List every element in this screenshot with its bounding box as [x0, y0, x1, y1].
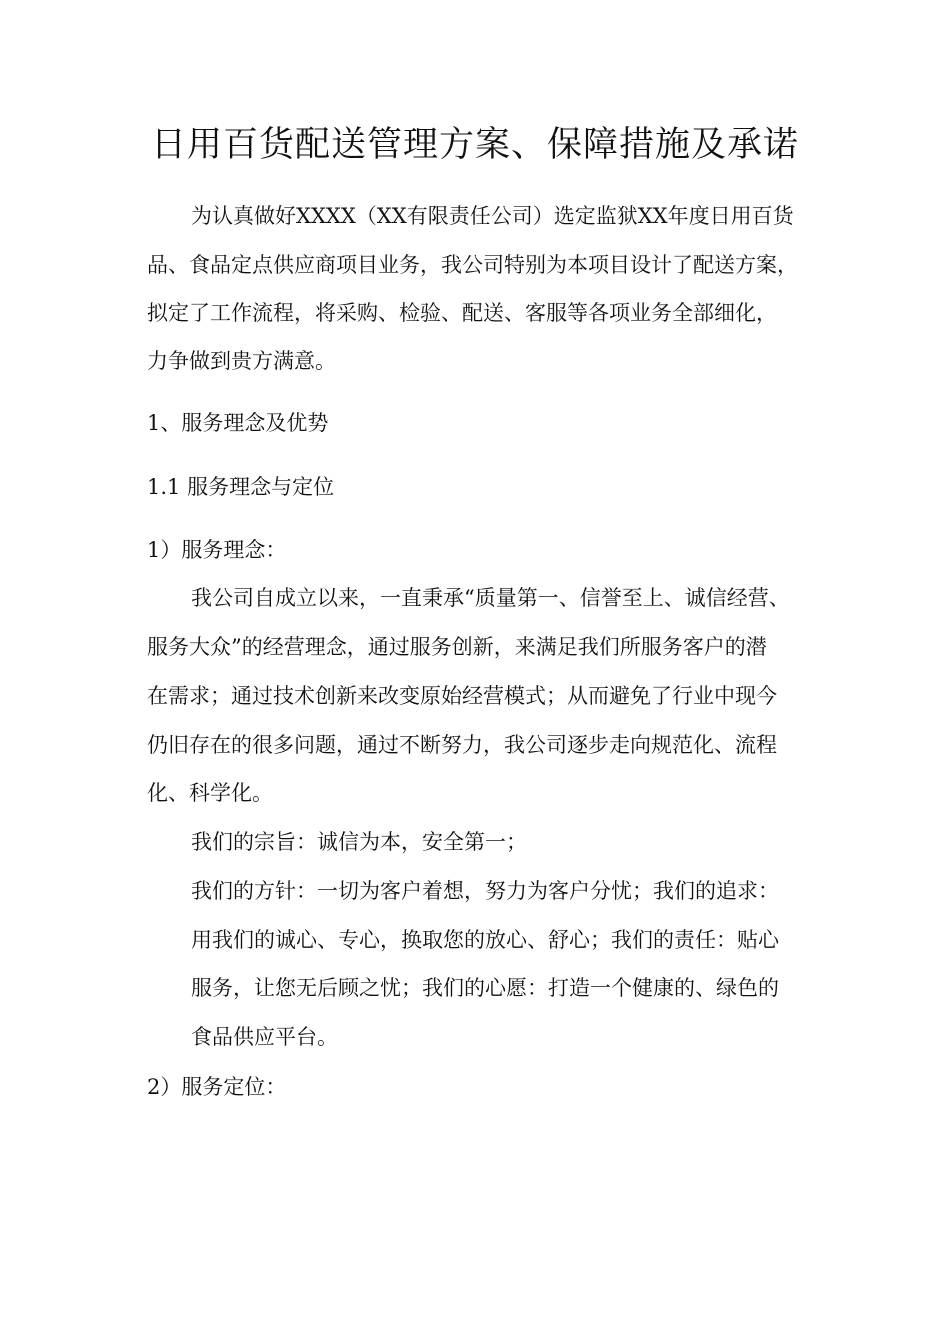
philosophy-line: 服务大众”的经营理念，通过服务创新，来满足我们所服务客户的潜 — [147, 635, 767, 659]
policy-line: 食品供应平台。 — [191, 1025, 338, 1049]
policy-line: 我们的方针：一切为客户着想，努力为客户分忧；我们的追求： — [191, 879, 779, 903]
section-1-1-heading: 1.1 服务理念与定位 — [147, 475, 335, 499]
tenet-line: 我们的宗旨：诚信为本，安全第一； — [191, 830, 527, 854]
intro-line: 为认真做好XXXX（XX有限责任公司）选定监狱XX年度日用百货 — [191, 204, 794, 228]
intro-line: 力争做到贵方满意。 — [147, 349, 336, 373]
philosophy-line: 仍旧存在的很多问题，通过不断努力，我公司逐步走向规范化、流程 — [147, 733, 777, 757]
policy-line: 服务，让您无后顾之忧；我们的心愿：打造一个健康的、绿色的 — [191, 976, 779, 1000]
policy-line: 用我们的诚心、专心，换取您的放心、舒心；我们的责任：贴心 — [191, 928, 779, 952]
intro-line: 品、食品定点供应商项目业务，我公司特别为本项目设计了配送方案， — [147, 253, 798, 277]
intro-line: 拟定了工作流程，将采购、检验、配送、客服等各项业务全部细化， — [147, 301, 777, 325]
item-2-heading: 2）服务定位： — [147, 1075, 287, 1099]
philosophy-line: 在需求；通过技术创新来改变原始经营模式；从而避免了行业中现今 — [147, 684, 777, 708]
philosophy-line: 化、科学化。 — [147, 781, 273, 805]
document-title: 日用百货配送管理方案、保障措施及承诺 — [150, 125, 799, 165]
item-1-heading: 1）服务理念： — [147, 538, 287, 562]
section-1-heading: 1、服务理念及优势 — [147, 411, 329, 435]
philosophy-line: 我公司自成立以来，一直秉承“质量第一、信誉至上、诚信经营、 — [191, 586, 790, 610]
